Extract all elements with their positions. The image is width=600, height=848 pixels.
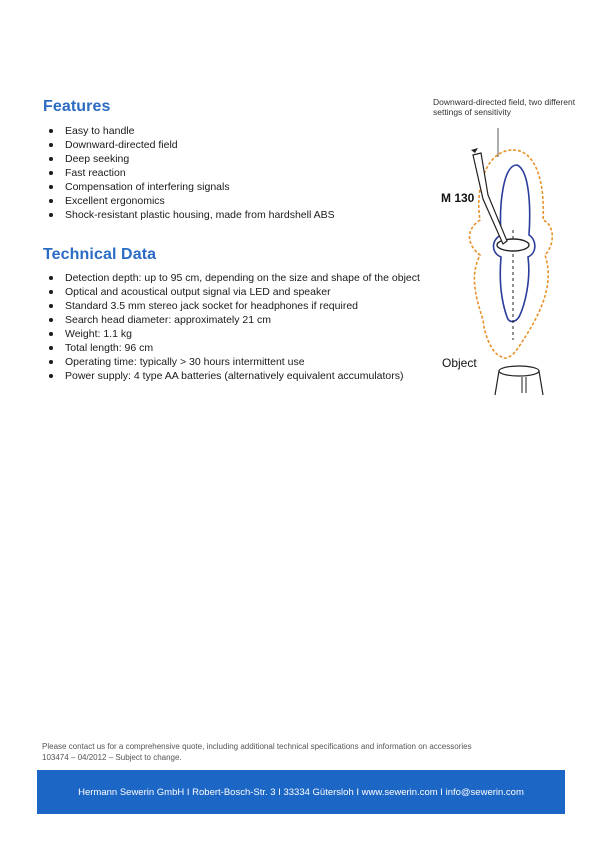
list-item: Easy to handle — [43, 124, 433, 138]
diagram-caption: Downward-directed field, two different settings of sensitivity — [433, 97, 576, 117]
list-item: Power supply: 4 type AA batteries (alternatively equivalent accumulators) — [43, 369, 433, 383]
footnote-line: 103474 – 04/2012 – Subject to change. — [42, 753, 182, 762]
device-model-label: M 130 — [441, 191, 475, 205]
list-item: Compensation of interfering signals — [43, 180, 433, 194]
list-item: Fast reaction — [43, 166, 433, 180]
list-item: Deep seeking — [43, 152, 433, 166]
list-item: Shock-resistant plastic housing, made from hardshell ABS — [43, 208, 433, 222]
list-item: Downward-directed field — [43, 138, 433, 152]
features-list — [43, 124, 433, 222]
list-item: Total length: 96 cm — [43, 341, 433, 355]
technical-data-heading: Technical Data — [43, 246, 157, 263]
list-item: Search head diameter: approximately 21 cm — [43, 313, 433, 327]
list-item: Operating time: typically > 30 hours intermittent use — [43, 355, 433, 369]
footnote — [42, 741, 562, 763]
object-detail — [522, 377, 526, 393]
list-item: Weight: 1.1 kg — [43, 327, 433, 341]
technical-data-list — [43, 271, 433, 383]
list-item: Excellent ergonomics — [43, 194, 433, 208]
object-body — [495, 371, 543, 395]
field-illustration — [425, 95, 585, 405]
list-item: Detection depth: up to 95 cm, depending on the size and shape of the object — [43, 271, 433, 285]
object-label: Object — [442, 356, 477, 370]
list-item: Optical and acoustical output signal via LED and speaker — [43, 285, 433, 299]
footer-bar — [37, 770, 565, 814]
list-item: Standard 3.5 mm stereo jack socket for headphones if required — [43, 299, 433, 313]
field-diagram — [425, 95, 585, 405]
features-heading: Features — [43, 98, 111, 115]
footnote-line: Please contact us for a comprehensive quote, including additional technical specifications and information on accessories — [42, 742, 472, 751]
device-grip — [471, 148, 478, 153]
company-address: Hermann Sewerin GmbH I Robert-Bosch-Str. 3 I 33334 Gütersloh I www.sewerin.com I info@sewerin.com — [78, 786, 524, 798]
object-top — [499, 366, 539, 376]
